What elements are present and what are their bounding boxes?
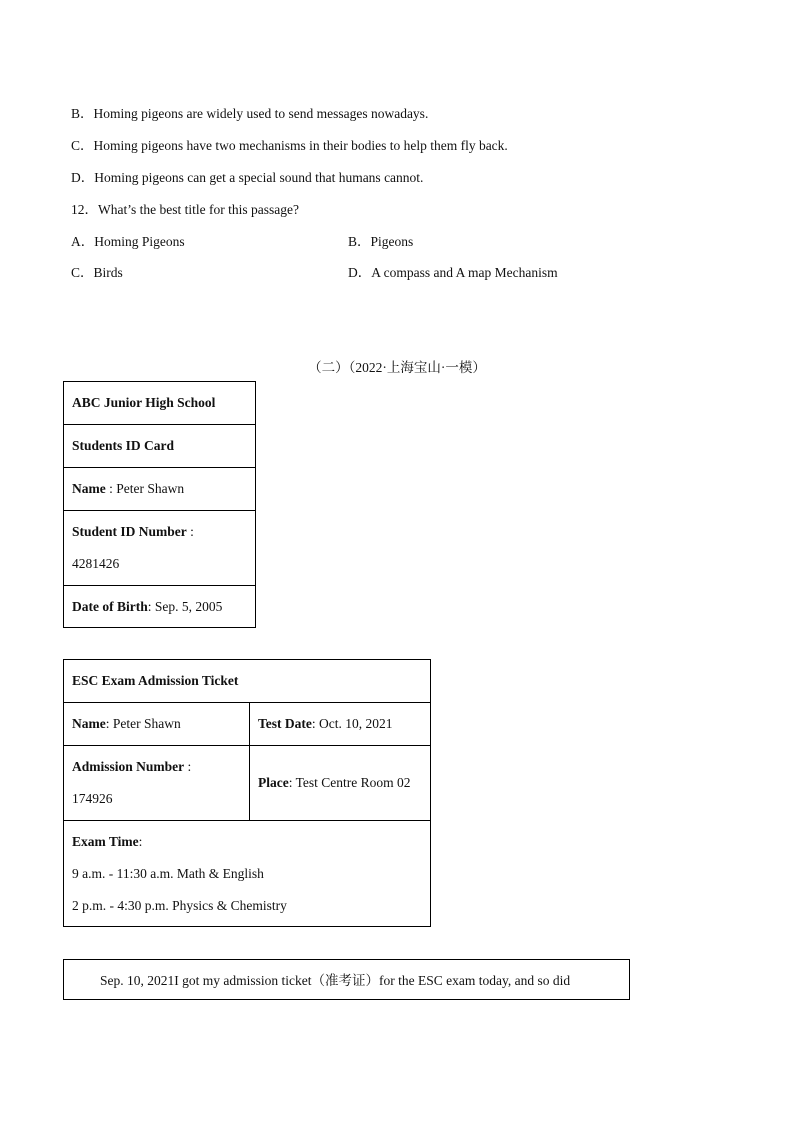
admission-number-sep: : <box>184 759 192 774</box>
admission-number-value: 174926 <box>72 791 113 806</box>
exam-time-afternoon: 2 p.m. - 4:30 p.m. Physics & Chemistry <box>72 897 287 913</box>
q12-option-d: D．A compass and A map Mechanism <box>348 265 558 280</box>
student-id-value: 4281426 <box>72 556 120 571</box>
student-id-card <box>63 381 256 628</box>
q11-option-d: D．Homing pigeons can get a special sound that humans cannot. <box>71 170 424 185</box>
admission-number-label: Admission Number <box>72 759 185 774</box>
section-title: （二）（2022·上海宝山·一模） <box>308 360 486 375</box>
diary-entry-text: Sep. 10, 2021I got my admission ticket（准考证）for the ESC exam today, and so did <box>100 973 571 988</box>
ticket-title: ESC Exam Admission Ticket <box>64 660 431 703</box>
dob-row <box>64 586 256 628</box>
name-row <box>64 468 256 511</box>
test-date-cell <box>250 703 431 746</box>
ticket-name-cell <box>64 703 250 746</box>
place-value: : Test Centre Room 02 <box>288 775 411 790</box>
school-name: ABC Junior High School <box>64 382 256 425</box>
test-date-value: : Oct. 10, 2021 <box>311 716 393 731</box>
exam-time-morning: 9 a.m. - 11:30 a.m. Math & English <box>72 865 264 881</box>
q12-option-a: A．Homing Pigeons <box>71 234 185 249</box>
dob-value: : Sep. 5, 2005 <box>147 598 223 614</box>
student-id-label: Student ID Number <box>72 524 187 539</box>
test-date-label: Test Date <box>258 716 312 731</box>
admission-ticket <box>63 659 431 927</box>
place-label: Place <box>258 775 289 790</box>
q11-option-c: C．Homing pigeons have two mechanisms in their bodies to help them fly back. <box>71 138 508 153</box>
place-cell <box>250 746 431 821</box>
ticket-name-value: : Peter Shawn <box>105 716 181 731</box>
dob-label: Date of Birth <box>72 598 148 614</box>
exam-time-label: Exam Time <box>72 833 139 849</box>
q12-option-b: B．Pigeons <box>348 234 414 249</box>
card-title: Students ID Card <box>64 425 256 468</box>
student-id-row <box>64 511 256 586</box>
exam-time-cell <box>64 821 431 927</box>
name-label: Name <box>72 481 106 496</box>
diary-entry-box <box>63 959 630 1000</box>
ticket-name-label: Name <box>72 716 106 731</box>
admission-number-cell <box>64 746 250 821</box>
exam-time-sep: : <box>138 833 143 849</box>
student-id-sep: : <box>186 524 194 539</box>
q12-stem: 12．What’s the best title for this passage? <box>71 202 299 217</box>
q12-option-c: C．Birds <box>71 265 123 280</box>
q11-option-b: B．Homing pigeons are widely used to send messages nowadays. <box>71 106 429 121</box>
name-value: : Peter Shawn <box>105 481 185 496</box>
